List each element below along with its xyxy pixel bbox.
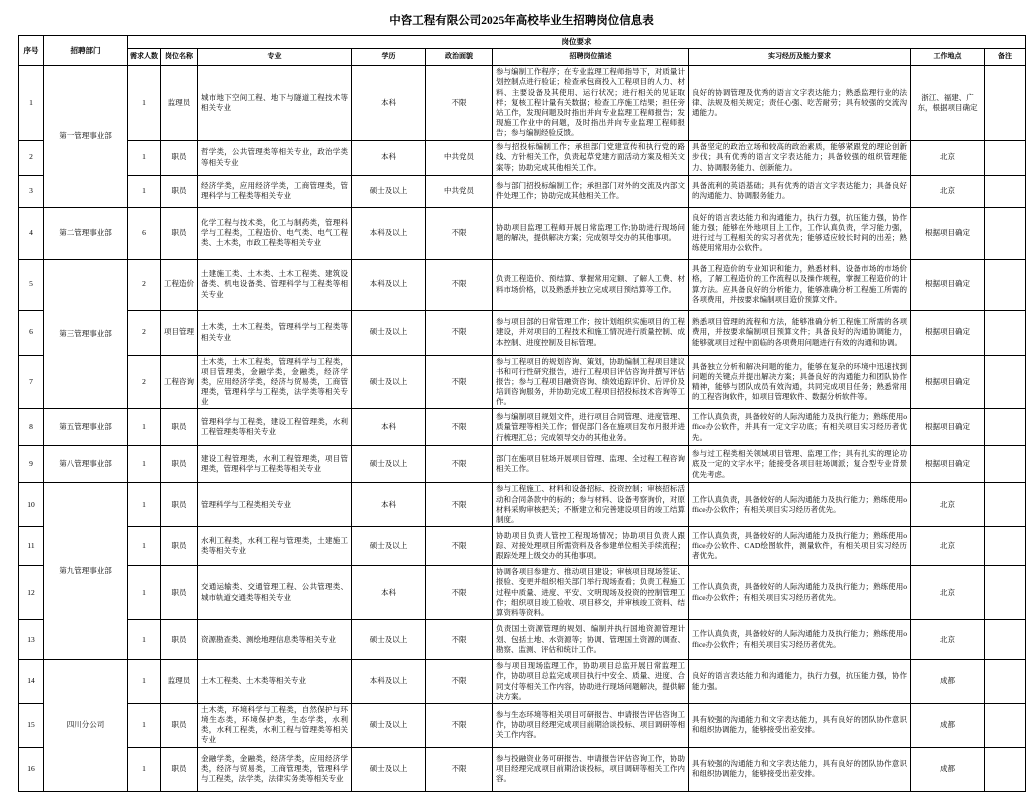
cell-description: 参与项目现场监理工作，协助项目总监开展日常监理工作，协助项目总监完成项目执行中安全、质量、进度、合同支付等相关工作内容，协助进行现场问题解决，提供解决方案。 — [493, 660, 689, 704]
cell-education: 硕士及以上 — [352, 175, 426, 207]
page-title: 中咨工程有限公司2025年高校毕业生招聘岗位信息表 — [389, 15, 654, 27]
cell-no: 8 — [19, 409, 44, 446]
cell-political: 不限 — [426, 566, 493, 620]
cell-political: 不限 — [426, 483, 493, 527]
cell-no: 1 — [19, 66, 44, 140]
cell-location: 根据项目确定 — [911, 409, 985, 446]
cell-major: 化学工程与技术类，化工与制药类，管理科学与工程类，工程造价、电气类、电气工程类、土木类，市政工程类等相关专业 — [198, 207, 352, 259]
cell-remark — [985, 207, 1026, 259]
cell-location: 成都 — [911, 747, 985, 791]
cell-no: 14 — [19, 660, 44, 704]
cell-headcount: 1 — [128, 140, 161, 175]
cell-political: 中共党员 — [426, 175, 493, 207]
cell-education: 硕士及以上 — [352, 527, 426, 566]
cell-description: 协调各项目参建方、推动项目建设；审核项目现场签证、报验、变更并组织相关部门举行现场查看；负责工程施工过程中质量、进度、平安、文明现场及投资的控制管理工作；组织项目竣工验收、项目移交，并审核竣工资料、结算资料等资料。 — [493, 566, 689, 620]
cell-major: 土建施工类、土木类、土木工程类、建筑设备类、机电设备类、管理科学与工程类等相关专业 — [198, 259, 352, 310]
header-requirements: 实习经历及能力要求 — [689, 49, 911, 66]
cell-location: 根据项目确定 — [911, 310, 985, 355]
cell-description: 参与项目部的日常管理工作；按计划组织实施项目的工程建设，并对项目的工程技术和施工情况进行质量控制、成本控制、进度控制及目标管理。 — [493, 310, 689, 355]
cell-position: 职员 — [161, 747, 198, 791]
cell-education: 硕士及以上 — [352, 620, 426, 660]
cell-headcount: 1 — [128, 409, 161, 446]
cell-political: 不限 — [426, 409, 493, 446]
table-row — [19, 703, 1026, 747]
header-major: 专业 — [198, 49, 352, 66]
cell-location: 浙江、福建、广东，根据项目确定 — [911, 66, 985, 140]
cell-position: 监理员 — [161, 66, 198, 140]
cell-location: 根据项目确定 — [911, 446, 985, 483]
cell-no: 2 — [19, 140, 44, 175]
cell-position: 职员 — [161, 175, 198, 207]
cell-requirements: 具备独立分析和解决问题的能力，能够在复杂的环境中迅速找到问题的关键点并提出解决方案；具备良好的沟通能力和团队协作精神，能够与团队成员有效沟通，共同完成项目任务；熟悉常用的工程咨询软件，如项目管理软件、数据分析软件等。 — [689, 355, 911, 409]
cell-description: 负责国土资源管理的规划、编制并执行国地资源管理计划、包括土地、水资源等；协调、管理国土资源的调查、勘察、监测、评估和统计工作。 — [493, 620, 689, 660]
cell-headcount: 2 — [128, 355, 161, 409]
table-row — [19, 747, 1026, 791]
cell-headcount: 1 — [128, 620, 161, 660]
cell-position: 职员 — [161, 483, 198, 527]
cell-department: 四川分公司 — [44, 660, 128, 792]
cell-requirements: 良好的语言表达能力和沟通能力，执行力强，抗压能力强，协作能力强；能够在外地项目上工作，工作认真负责，学习能力强，进行过与工程相关的实习者优先；能够适应较长时间的出差；熟练使用常用办公软件。 — [689, 207, 911, 259]
cell-requirements: 具有较强的沟通能力和文字表达能力，具有良好的团队协作意识和组织协调能力，能够接受出差安排。 — [689, 703, 911, 747]
cell-remark — [985, 175, 1026, 207]
cell-location: 北京 — [911, 566, 985, 620]
cell-location: 根据项目确定 — [911, 355, 985, 409]
header-row-columns — [19, 49, 1026, 66]
cell-political: 中共党员 — [426, 140, 493, 175]
cell-major: 城市地下空间工程、地下与隧道工程技术等相关专业 — [198, 66, 352, 140]
table-row — [19, 483, 1026, 527]
cell-requirements: 良好的协调管理及优秀的语言文字表达能力；熟悉监理行业的法律、法规及相关规定；责任心强、吃苦耐劳；具有较强的交流沟通能力。 — [689, 66, 911, 140]
cell-requirements: 工作认真负责，具备较好的人际沟通能力及执行能力；熟练使用office办公软件；有相关项目实习经历者优先。 — [689, 566, 911, 620]
cell-education: 本科 — [352, 483, 426, 527]
cell-education: 本科 — [352, 140, 426, 175]
cell-description: 参与工程项目的规划咨询、策划，协助编制工程项目建议书和可行性研究报告，进行工程项目评估咨询并撰写评估报告；参与工程项目融资咨询、绩效追踪评价、后评价及培训咨询服务，并协助完成工程项目招投标技术咨询等工作。 — [493, 355, 689, 409]
cell-requirements: 具备工程造价的专业知识和能力，熟悉材料、设备市场的市场价格，了解工程造价的工作流程以及操作规程，掌握工程造价的计算方法。应具备良好的分析能力，能够准确分析工程施工所需的各项费用，并按要求编制项目造价预算文件。 — [689, 259, 911, 310]
header-education: 学历 — [352, 49, 426, 66]
cell-no: 7 — [19, 355, 44, 409]
cell-no: 3 — [19, 175, 44, 207]
cell-headcount: 1 — [128, 66, 161, 140]
table-row — [19, 660, 1026, 704]
cell-political: 不限 — [426, 259, 493, 310]
cell-description: 协助项目监理工程师开展日常监理工作;协助进行现场问题的解决，提供解决方案；完成领导交办的其他事项。 — [493, 207, 689, 259]
recruitment-table — [18, 35, 1026, 792]
table-row — [19, 175, 1026, 207]
cell-political: 不限 — [426, 66, 493, 140]
cell-major: 土木工程类、土木类等相关专业 — [198, 660, 352, 704]
cell-headcount: 1 — [128, 483, 161, 527]
cell-description: 负责工程造价、预结算、掌握常用定额、了解人工费、材料市场价格，以及熟悉并独立完成项目预结算等工作。 — [493, 259, 689, 310]
cell-political: 不限 — [426, 747, 493, 791]
cell-position: 职员 — [161, 703, 198, 747]
cell-political: 不限 — [426, 703, 493, 747]
cell-education: 硕士及以上 — [352, 310, 426, 355]
cell-position: 职员 — [161, 409, 198, 446]
cell-political: 不限 — [426, 446, 493, 483]
cell-remark — [985, 66, 1026, 140]
cell-description: 参与部门招投标编制工作；承担部门对外的交流及内部文件处理工作；协助完成其他相关工作。 — [493, 175, 689, 207]
cell-major: 金融学类，金融类，经济学类，应用经济学类，经济与贸易类，工商管理类，管理科学与工程类，法学类，法律实务类等相关专业 — [198, 747, 352, 791]
cell-education: 本科及以上 — [352, 207, 426, 259]
cell-political: 不限 — [426, 355, 493, 409]
table-row — [19, 409, 1026, 446]
header-position: 岗位名称 — [161, 49, 198, 66]
cell-position: 工程咨询 — [161, 355, 198, 409]
cell-requirements: 具备坚定的政治立场和较高的政治素质，能够紧跟党的理论创新步伐；具有优秀的语言文字表达能力；具备较强的组织管理能力、协调服务能力、创新能力。 — [689, 140, 911, 175]
header-group-requirements: 岗位要求 — [128, 36, 1026, 49]
cell-headcount: 2 — [128, 310, 161, 355]
cell-position: 职员 — [161, 140, 198, 175]
cell-position: 职员 — [161, 207, 198, 259]
cell-no: 6 — [19, 310, 44, 355]
cell-description: 参与招投标编制工作；承担部门党建宣传和执行党的路线、方针相关工作，负责起草党建方面活动方案及相关文案等；协助完成其他相关工作。 — [493, 140, 689, 175]
cell-major: 土木类，土木工程类，管理科学与工程类，项目管理类，金融学类，金融类，经济学类，应用经济学类，经济与贸易类，工商管理类，管理科学与工程类，法学类等相关专业 — [198, 355, 352, 409]
table-row — [19, 355, 1026, 409]
cell-no: 4 — [19, 207, 44, 259]
cell-major: 建设工程管理类，水利工程管理类，项目管理类，管理科学与工程类等相关专业 — [198, 446, 352, 483]
cell-political: 不限 — [426, 310, 493, 355]
cell-department: 第一管理事业部 — [44, 66, 128, 207]
cell-location: 成都 — [911, 660, 985, 704]
cell-education: 硕士及以上 — [352, 747, 426, 791]
cell-location: 北京 — [911, 140, 985, 175]
cell-major: 土木类，环境科学与工程类，自然保护与环境生态类，环境保护类，生态学类，水利类，水利工程类，水利工程与管理类等相关专业 — [198, 703, 352, 747]
cell-department: 第三管理事业部 — [44, 259, 128, 409]
header-remark: 备注 — [985, 49, 1026, 66]
cell-description: 参与工程施工、材料和设备招标、投资控制；审核招标活动和合同条款中的标的；参与材料、设备考察询价，对原材料采购审核把关；不断建立和完善建设项目的竣工结算制度。 — [493, 483, 689, 527]
cell-headcount: 1 — [128, 566, 161, 620]
cell-political: 不限 — [426, 660, 493, 704]
table-row — [19, 259, 1026, 310]
table-row — [19, 446, 1026, 483]
cell-remark — [985, 747, 1026, 791]
cell-remark — [985, 483, 1026, 527]
header-political: 政治面貌 — [426, 49, 493, 66]
cell-remark — [985, 703, 1026, 747]
cell-headcount: 1 — [128, 527, 161, 566]
cell-location: 成都 — [911, 703, 985, 747]
table-row — [19, 620, 1026, 660]
cell-no: 5 — [19, 259, 44, 310]
cell-requirements: 具有较强的沟通能力和文字表达能力，具有良好的团队协作意识和组织协调能力，能够接受出差安排。 — [689, 747, 911, 791]
cell-no: 10 — [19, 483, 44, 527]
cell-position: 监理员 — [161, 660, 198, 704]
cell-political: 不限 — [426, 527, 493, 566]
cell-description: 参与生态环境等相关项目可研报告、申请报告评估咨询工作，协助项目经理完成项目前期洽谈投标、项目调研等相关工作内容。 — [493, 703, 689, 747]
table-row — [19, 566, 1026, 620]
cell-requirements: 工作认真负责，具备较好的人际沟通能力及执行能力；熟练使用office办公软件、CAD绘图软件，测量软件，有相关项目实习经历者优先。 — [689, 527, 911, 566]
cell-headcount: 1 — [128, 660, 161, 704]
cell-location: 北京 — [911, 483, 985, 527]
cell-education: 本科 — [352, 409, 426, 446]
cell-education: 硕士及以上 — [352, 355, 426, 409]
table-row — [19, 310, 1026, 355]
cell-location: 北京 — [911, 620, 985, 660]
cell-political: 不限 — [426, 620, 493, 660]
cell-headcount: 2 — [128, 259, 161, 310]
cell-major: 哲学类，公共管理类等相关专业，政治学类等相关专业 — [198, 140, 352, 175]
cell-remark — [985, 409, 1026, 446]
cell-no: 16 — [19, 747, 44, 791]
cell-headcount: 6 — [128, 207, 161, 259]
cell-major: 管理科学与工程类，建设工程管理类，水利工程管理类等相关专业 — [198, 409, 352, 446]
table-row — [19, 66, 1026, 140]
cell-remark — [985, 310, 1026, 355]
cell-remark — [985, 446, 1026, 483]
cell-remark — [985, 566, 1026, 620]
cell-headcount: 1 — [128, 446, 161, 483]
cell-remark — [985, 527, 1026, 566]
cell-education: 硕士及以上 — [352, 703, 426, 747]
cell-position: 职员 — [161, 620, 198, 660]
cell-education: 硕士及以上 — [352, 446, 426, 483]
cell-no: 15 — [19, 703, 44, 747]
cell-no: 13 — [19, 620, 44, 660]
cell-requirements: 具备流利的英语基础；具有优秀的语言文字表达能力；具备良好的沟通能力、协调服务能力。 — [689, 175, 911, 207]
cell-remark — [985, 660, 1026, 704]
cell-description: 协助项目负责人管控工程现场情况；协助项目负责人跟踪、对接处理项目所需资料及各参建单位相关手续流程；跟踪处理上级交办的其他事项。 — [493, 527, 689, 566]
cell-requirements: 工作认真负责，具备较好的人际沟通能力及执行能力；熟练使用office办公软件；有相关项目实习经历者优先。 — [689, 620, 911, 660]
cell-headcount: 1 — [128, 703, 161, 747]
cell-requirements: 熟悉项目管理的流程和方法，能够准确分析工程施工所需的各项费用，并按要求编制项目预算文件；具备良好的沟通协调能力，能够就项目过程中面临的各项费用问题进行有效的沟通和协调。 — [689, 310, 911, 355]
cell-remark — [985, 355, 1026, 409]
cell-education: 本科 — [352, 566, 426, 620]
cell-major: 管理科学与工程类相关专业 — [198, 483, 352, 527]
cell-position: 职员 — [161, 566, 198, 620]
header-location: 工作地点 — [911, 49, 985, 66]
cell-department: 第五管理事业部 — [44, 409, 128, 446]
cell-position: 工程造价 — [161, 259, 198, 310]
cell-no: 12 — [19, 566, 44, 620]
cell-requirements: 工作认真负责，具备较好的人际沟通能力及执行能力；熟练使用office办公软件；有相关项目实习经历者优先。 — [689, 483, 911, 527]
cell-major: 水利工程类，水利工程与管理类，土建施工类等相关专业 — [198, 527, 352, 566]
cell-description: 参与编制项目规划文件，进行项目合同管理、进度管理、质量管理等相关工作；督促部门各在施项目发布月报并进行梳理汇总；完成领导交办的其他业务。 — [493, 409, 689, 446]
cell-remark — [985, 140, 1026, 175]
cell-requirements: 良好的语言表达能力和沟通能力，执行力强，抗压能力强，协作能力强。 — [689, 660, 911, 704]
cell-education: 本科及以上 — [352, 660, 426, 704]
cell-position: 职员 — [161, 446, 198, 483]
cell-major: 资源勘查类、测绘地理信息类等相关专业 — [198, 620, 352, 660]
cell-education: 本科及以上 — [352, 259, 426, 310]
header-no: 序号 — [19, 36, 44, 66]
cell-department: 第二管理事业部 — [44, 207, 128, 259]
cell-major: 交通运输类、交通管理工程、公共管理类、城市轨道交通类等相关专业 — [198, 566, 352, 620]
cell-remark — [985, 620, 1026, 660]
cell-requirements: 工作认真负责，具备较好的人际沟通能力及执行能力；熟练使用office办公软件，并具有一定文字功底；有相关项目实习经历者优先。 — [689, 409, 911, 446]
cell-no: 9 — [19, 446, 44, 483]
cell-description: 部门在施项目驻场开展项目管理、监理、全过程工程咨询相关工作。 — [493, 446, 689, 483]
table-row — [19, 207, 1026, 259]
cell-education: 本科 — [352, 66, 426, 140]
cell-political: 不限 — [426, 207, 493, 259]
cell-remark — [985, 259, 1026, 310]
cell-department: 第九管理事业部 — [44, 483, 128, 660]
cell-location: 根据项目确定 — [911, 259, 985, 310]
cell-no: 11 — [19, 527, 44, 566]
cell-requirements: 参与过工程类相关领域项目管理、监理工作；具有扎实的理论功底及一定的文字水平；能接受各项目驻场调派；复合型专业背景优先考虑。 — [689, 446, 911, 483]
cell-major: 土木类，土木工程类，管理科学与工程类等相关专业 — [198, 310, 352, 355]
cell-position: 职员 — [161, 527, 198, 566]
cell-location: 根据项目确定 — [911, 207, 985, 259]
cell-department: 第八管理事业部 — [44, 446, 128, 483]
header-department: 招聘部门 — [44, 36, 128, 66]
header-row-group — [19, 36, 1026, 49]
cell-location: 北京 — [911, 527, 985, 566]
cell-headcount: 1 — [128, 747, 161, 791]
table-row — [19, 140, 1026, 175]
cell-position: 项目管理 — [161, 310, 198, 355]
cell-location: 北京 — [911, 175, 985, 207]
header-description: 招聘岗位描述 — [493, 49, 689, 66]
cell-major: 经济学类，应用经济学类，工商管理类，管理科学与工程类等相关专业 — [198, 175, 352, 207]
cell-headcount: 1 — [128, 175, 161, 207]
cell-description: 参与编制工作程序；在专业监理工程师指导下，对质量计划控制点进行验证；检查承包商投入工程项目的人力、材料、主要设备及其使用、运行状况；进行相关的见证取样；复核工程计量有关数据；检查工序施工结果；担任旁站工作，发现问题及时指出并向专业监理工程师报告；发现施工作业中的问题，及时指出并向专业监理工程师报告；参与编制经验反馈。 — [493, 66, 689, 140]
header-headcount: 需求人数 — [128, 49, 161, 66]
table-row — [19, 527, 1026, 566]
cell-description: 参与投融资业务可研报告、申请报告评估咨询工作，协助项目经理完成项目前期洽谈投标，项目调研等相关工作内容。 — [493, 747, 689, 791]
